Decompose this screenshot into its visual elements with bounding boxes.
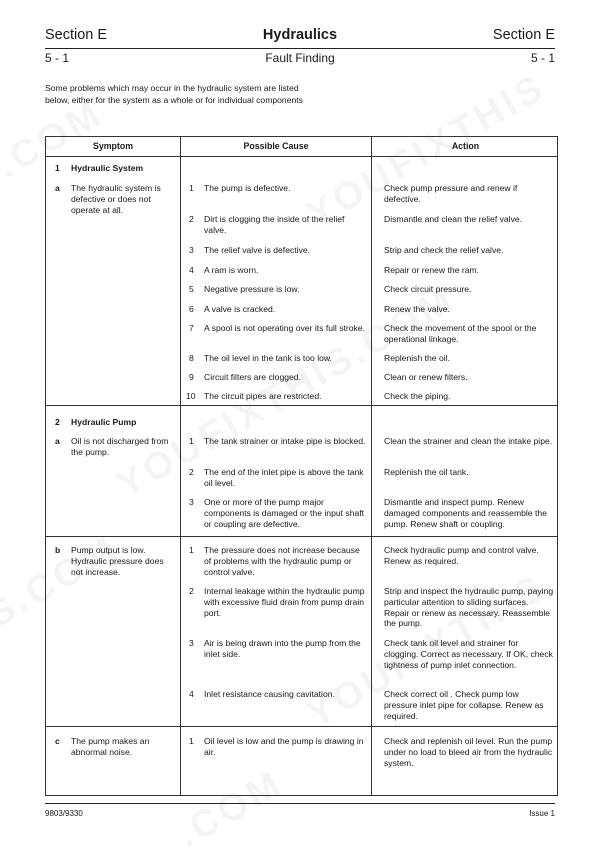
section-label-right: Section E <box>492 27 555 43</box>
cause-number: 6 <box>189 304 194 314</box>
intro-paragraph: Some problems which may occur in the hydraulic system are listed below, either for the system as a whole or for individual components <box>45 83 303 105</box>
symptom-letter: a <box>55 436 60 446</box>
cause-text: The tank strainer or intake pipe is blocked. <box>204 436 366 446</box>
section-title: Hydraulic System <box>71 163 144 173</box>
cause-text: Air is being drawn into the pump from the inlet side. <box>204 638 361 659</box>
footer-rule <box>45 803 555 804</box>
symptom-text: Pump output is low. Hydraulic pressure does not increase. <box>71 545 164 577</box>
cause-text: The pressure does not increase because of problems with the hydraulic pump or control valve. <box>204 545 360 577</box>
action-text: Strip and inspect the hydraulic pump, paying particular attention to sliding surfaces. Repair or renew as necessary. Reassemble the pump. <box>384 586 554 629</box>
cause-text: The relief valve is defective. <box>204 245 311 255</box>
section-title: Hydraulic Pump <box>71 417 137 427</box>
cause-text: The pump is defective. <box>204 183 291 193</box>
symptom-text: The hydraulic system is defective or does not operate at all. <box>71 183 161 215</box>
cause-number: 4 <box>189 265 194 275</box>
fault-finding-table <box>45 136 558 796</box>
page-subtitle: Fault Finding <box>265 51 335 65</box>
action-text: Check pump pressure and renew if defective. <box>384 183 518 204</box>
cause-number: 2 <box>189 467 194 477</box>
section-number: 2 <box>55 417 60 427</box>
action-text: Dismantle and inspect pump. Renew damaged components and reassemble the pump. Renew shaft or coupling. <box>384 497 547 529</box>
action-text: Check correct oil . Check pump low pressure inlet pipe for collapse. Renew as required. <box>384 689 544 721</box>
cause-number: 3 <box>189 497 194 507</box>
cause-number: 9 <box>189 372 194 382</box>
column-header-symptom: Symptom <box>92 141 134 151</box>
cause-number: 1 <box>189 183 194 193</box>
issue-label: Issue 1 <box>529 809 555 818</box>
cause-text: A ram is worn. <box>204 265 259 275</box>
cause-text: Circuit filters are clogged. <box>204 372 301 382</box>
action-text: Replenish the oil. <box>384 353 450 363</box>
cause-text: The end of the inlet pipe is above the tank oil level. <box>204 467 364 488</box>
action-text: Dismantle and clean the relief valve. <box>384 214 523 224</box>
cause-text: Inlet resistance causing cavitation. <box>204 689 335 699</box>
symptom-text: Oil is not discharged from the pump. <box>71 436 169 457</box>
action-text: Check circuit pressure. <box>384 284 472 294</box>
symptom-letter: a <box>55 183 60 193</box>
cause-number: 5 <box>189 284 194 294</box>
cause-text: Oil level is low and the pump is drawing in air. <box>204 736 364 757</box>
page-header <box>45 27 555 47</box>
cause-number: 1 <box>189 545 194 555</box>
symptom-letter: b <box>55 545 61 555</box>
page-footer <box>45 809 555 821</box>
action-text: Clean or renew filters. <box>384 372 468 382</box>
cause-text: One or more of the pump major components is damaged or the input shaft or coupling are defective. <box>204 497 365 529</box>
symptom-text: The pump makes an abnormal noise. <box>71 736 150 757</box>
cause-text: Internal leakage within the hydraulic pump with excessive fluid drain from pump drain port. <box>204 586 365 618</box>
cause-number: 1 <box>189 436 194 446</box>
cause-text: A spool is not operating over its full stroke. <box>204 323 365 333</box>
action-text: Check tank oil level and strainer for clogging. Correct as necessary. If OK, check tightness of pump inlet connection. <box>384 638 553 670</box>
action-text: Renew the valve. <box>384 304 450 314</box>
cause-text: Negative pressure is low. <box>204 284 300 294</box>
action-text: Check and replenish oil level. Run the pump under no load to bleed air from the hydraulic system. <box>384 736 553 768</box>
cause-text: A valve is cracked. <box>204 304 276 314</box>
page-number-left: 5 - 1 <box>45 51 70 65</box>
action-text: Check the piping. <box>384 391 451 401</box>
page-subheader <box>45 51 555 67</box>
cause-number: 8 <box>189 353 194 363</box>
cause-number: 4 <box>189 689 194 699</box>
page-title: Hydraulics <box>262 27 338 43</box>
action-text: Check the movement of the spool or the operational linkage. <box>384 323 537 344</box>
cause-number: 10 <box>186 391 196 401</box>
cause-number: 3 <box>189 245 194 255</box>
cause-number: 1 <box>189 736 194 746</box>
cause-text: The oil level in the tank is too low. <box>204 353 333 363</box>
action-text: Strip and check the relief valve. <box>384 245 504 255</box>
action-text: Replenish the oil tank. <box>384 467 469 477</box>
section-label-left: Section E <box>45 27 108 43</box>
cause-number: 2 <box>189 586 194 596</box>
symptom-letter: c <box>55 736 60 746</box>
column-header-action: Action <box>451 141 480 151</box>
cause-number: 7 <box>189 323 194 333</box>
header-rule <box>45 48 555 49</box>
cause-text: Dirt is clogging the inside of the relief valve. <box>204 214 345 235</box>
page-number-right: 5 - 1 <box>530 51 555 65</box>
section-number: 1 <box>55 163 60 173</box>
cause-number: 2 <box>189 214 194 224</box>
column-header-cause: Possible Cause <box>243 141 309 151</box>
cause-number: 3 <box>189 638 194 648</box>
cause-text: The circuit pipes are restricted. <box>204 391 322 401</box>
document-number: 9803/9330 <box>45 809 83 818</box>
action-text: Clean the strainer and clean the intake pipe. <box>384 436 553 446</box>
action-text: Repair or renew the ram. <box>384 265 480 275</box>
action-text: Check hydraulic pump and control valve. Renew as required. <box>384 545 539 566</box>
